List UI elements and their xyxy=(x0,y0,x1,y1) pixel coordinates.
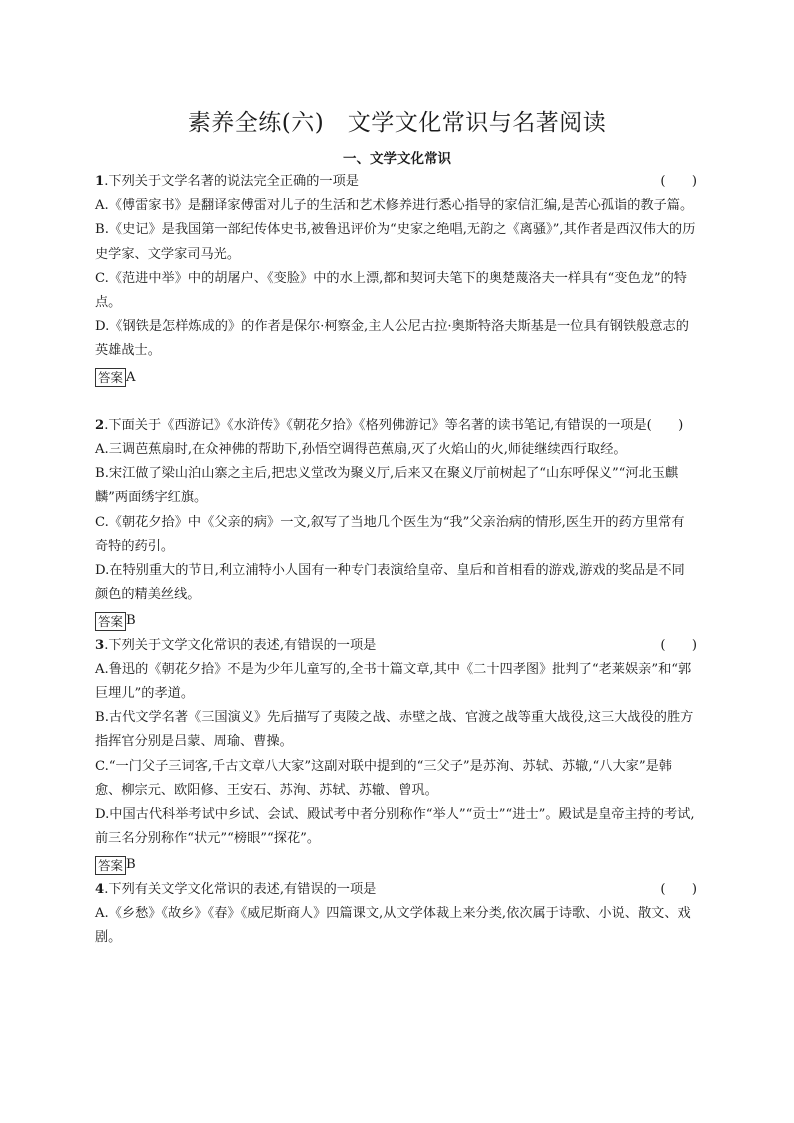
option-a: A.《傅雷家书》是翻译家傅雷对儿子的生活和艺术修养进行悉心指导的家信汇编,是苦心孤诣的教子篇。 xyxy=(95,198,694,214)
question-stem xyxy=(95,170,697,194)
question-list xyxy=(95,170,697,950)
question-text: .下列有关文学文化常识的表述,有错误的一项是 xyxy=(104,881,377,897)
option-b: B.宋江做了梁山泊山寨之主后,把忠义堂改为聚义厅,后来又在聚义厅前树起了“山东呼保义”“河北玉麒麟”两面绣字红旗。 xyxy=(95,466,679,506)
answer-blank: ( ) xyxy=(660,637,697,653)
question-number: 1 xyxy=(95,174,105,189)
answer-line xyxy=(95,853,697,877)
option-a: A.鲁迅的《朝花夕拾》不是为少年儿童写的,全书十篇文章,其中《二十四孝图》批判了“老莱娱亲”和“郭巨埋儿”的孝道。 xyxy=(95,661,692,702)
question-text: .下列关于文学文化常识的表述,有错误的一项是 xyxy=(104,637,377,653)
answer-label: 答案 xyxy=(95,612,126,631)
answer-label: 答案 xyxy=(95,856,126,875)
question-number: 2 xyxy=(95,417,105,433)
question-2 xyxy=(95,414,697,634)
option-d: D.《钢铁是怎样炼成的》的作者是保尔·柯察金,主人公尼古拉·奥斯特洛夫斯基是一位具有钢铁般意志的英雄战士。 xyxy=(95,319,689,359)
answer-value: A xyxy=(126,369,136,385)
question-stem xyxy=(95,878,697,902)
section-heading: 一、文学文化常识 xyxy=(343,151,451,167)
option-a: A.《乡愁》《故乡》《春》《威尼斯商人》四篇课文,从文学体裁上来分类,依次属于诗歌、小说、散文、戏剧。 xyxy=(95,905,691,946)
option-d: D.中国古代科举考试中乡试、会试、殿试考中者分别称作“举人”“贡士”“进士”。殿试是皇帝主持的考试,前三名分别称作“状元”“榜眼”“探花”。 xyxy=(95,807,695,847)
question-4 xyxy=(95,878,697,951)
answer-line xyxy=(95,609,697,633)
answer-line xyxy=(95,366,697,390)
question-number: 4 xyxy=(95,881,105,897)
option-b: B.《史记》是我国第一部纪传体史书,被鲁迅评价为“史家之绝唱,无韵之《离骚》”,其作者是西汉伟大的历史学家、文学家司马光。 xyxy=(95,222,696,262)
option-c: C.“一门父子三词客,千古文章八大家”这副对联中提到的“三父子”是苏洵、苏轼、苏辙,“八大家”是韩愈、柳宗元、欧阳修、王安石、苏洵、苏轼、苏辙、曾巩。 xyxy=(95,758,672,798)
question-number: 3 xyxy=(95,637,105,653)
option-a: A.三调芭蕉扇时,在众神佛的帮助下,孙悟空调得芭蕉扇,灭了火焰山的火,师徒继续西行取经。 xyxy=(95,442,627,458)
question-stem xyxy=(95,414,697,438)
question-text: .下列关于文学名著的说法完全正确的一项是 xyxy=(104,174,359,189)
question-3 xyxy=(95,634,697,878)
answer-blank: ( ) xyxy=(660,174,697,189)
option-c: C.《范进中举》中的胡屠户、《变脸》中的水上漂,都和契诃夫笔下的奥楚蔑洛夫一样具有“变色龙”的特点。 xyxy=(95,270,687,311)
question-text: .下面关于《西游记》《水浒传》《朝花夕拾》《格列佛游记》等名著的读书笔记,有错误的一项是( ) xyxy=(104,417,684,433)
question-stem xyxy=(95,634,697,658)
answer-value: B xyxy=(126,857,136,873)
answer-blank: ( ) xyxy=(660,881,697,897)
option-b: B.古代文学名著《三国演义》先后描写了夷陵之战、赤壁之战、官渡之战等重大战役,这三大战役的胜方指挥官分别是吕蒙、周瑜、曹操。 xyxy=(95,710,694,750)
answer-label: 答案 xyxy=(95,368,126,387)
option-c: C.《朝花夕拾》中《父亲的病》一文,叙写了当地几个医生为“我”父亲治病的情形,医生开的药方里常有奇特的药引。 xyxy=(95,514,685,554)
question-1 xyxy=(95,170,697,390)
option-d: D.在特别重大的节日,利立浦特小人国有一种专门表演给皇帝、皇后和首相看的游戏,游戏的奖品是不同颜色的精美丝线。 xyxy=(95,563,685,603)
spacer xyxy=(95,390,697,414)
page-title: 素养全练(六) 文学文化常识与名著阅读 xyxy=(187,110,607,136)
answer-value: B xyxy=(126,613,136,629)
